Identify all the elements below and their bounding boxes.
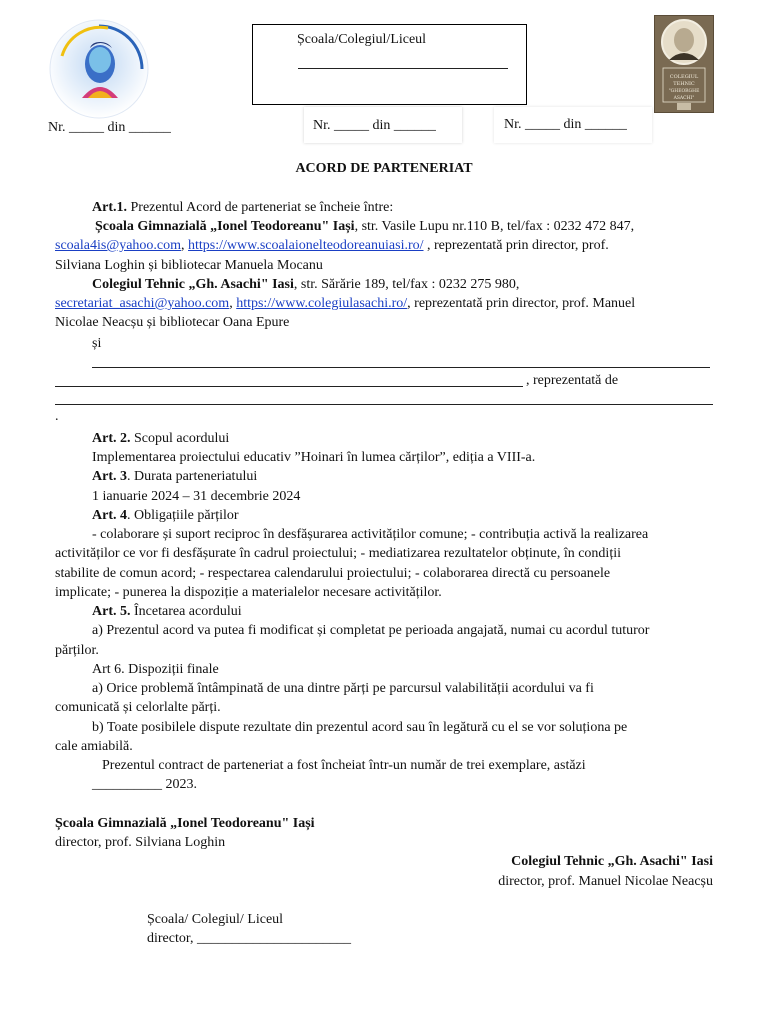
party2-sep: ,	[229, 296, 233, 311]
art4-heading	[92, 506, 239, 525]
nr-center: Nr. _____ din ______	[313, 118, 436, 133]
art1-intro: Prezentul Acord de parteneriat se încheie între:	[127, 200, 394, 215]
party1-address: , str. Vasile Lupu nr.110 B, tel/fax : 0232 472 847,	[354, 219, 635, 234]
blank-line-1	[92, 367, 710, 368]
art6-b2: cale amiabilă.	[55, 739, 133, 754]
art6-b1: b) Toate posibilele dispute rezultate din prezentul acord sau în legătură cu el se vor soluționa pe	[92, 720, 628, 735]
document-title: ACORD DE PARTENERIAT	[295, 161, 473, 176]
left-logo-caption	[48, 18, 150, 120]
party1-name: Școala Gimnazială „Ionel Teodoreanu" Iași	[95, 219, 355, 234]
signature3-role: director, ______________________	[147, 931, 351, 946]
partner-box-line	[298, 68, 508, 69]
art2-title: Scopul acordului	[130, 431, 230, 446]
rep-suffix: , reprezentată de	[526, 373, 619, 388]
art4-label: Art. 4	[92, 508, 127, 523]
party1-rep1: , reprezentată prin director, prof.	[423, 238, 609, 253]
art5-label: Art. 5.	[92, 604, 131, 619]
blank-line-3	[55, 404, 713, 405]
art5-title: Încetarea acordului	[130, 604, 242, 619]
party1-line1	[95, 217, 634, 236]
party2-email-link[interactable]: secretariat_asachi@yahoo.com	[55, 296, 230, 311]
art6-a2: comunicată și celorlalte părți.	[55, 700, 221, 715]
blank-dot: .	[55, 409, 59, 424]
art5-heading	[92, 602, 242, 621]
art3-text: 1 ianuarie 2024 – 31 decembrie 2024	[92, 489, 301, 504]
art4-line: implicate; - punerea la dispoziție a materialelor necesare activităților.	[55, 585, 442, 600]
art4-line: activităților ce vor fi desfășurate în cadrul proiectului; - mediatizarea rezultatelor obținute, în condiții	[55, 546, 621, 561]
asachi-crest-icon	[655, 16, 713, 112]
signature1-name: Școala Gimnazială „Ionel Teodoreanu" Iași	[55, 816, 315, 831]
nr-right: Nr. _____ din ______	[504, 117, 627, 132]
party1-line2	[55, 236, 609, 255]
nr-left: Nr. _____ din ______	[48, 120, 171, 135]
and-word: și	[92, 336, 102, 351]
art2-label: Art. 2.	[92, 431, 131, 446]
closing-line2: __________ 2023.	[92, 777, 197, 792]
art3-label: Art. 3	[92, 469, 127, 484]
art6-heading: Art 6. Dispoziții finale	[92, 662, 219, 677]
party2-address: , str. Sărărie 189, tel/fax : 0232 275 980,	[293, 277, 520, 292]
signature1-role: director, prof. Silviana Loghin	[55, 835, 226, 850]
partner-box-label: Școala/Colegiul/Liceul	[297, 32, 427, 47]
blank-line-2	[55, 386, 523, 387]
left-logo-text	[48, 18, 49, 19]
art6-a1: a) Orice problemă întâmpinată de una dintre părți pe parcursul valabilității acordului va fi	[92, 681, 594, 696]
svg-text:TEHNIC: TEHNIC	[673, 81, 695, 87]
art2-heading	[92, 429, 229, 448]
party2-rep2: Nicolae Neacșu și bibliotecar Oana Epure	[55, 315, 290, 330]
art5-line1: a) Prezentul acord va putea fi modificat și completat pe perioada angajată, numai cu acordul tuturor	[92, 623, 650, 638]
art1-label: Art.1.	[92, 200, 127, 215]
signature3-name: Școala/ Colegiul/ Liceul	[147, 912, 284, 927]
art1-heading	[92, 198, 393, 217]
art3-title: . Durata parteneriatului	[127, 469, 258, 484]
svg-text:COLEGIUL: COLEGIUL	[669, 74, 699, 80]
svg-text:"GHEORGHE: "GHEORGHE	[668, 89, 700, 94]
right-logo-city	[655, 16, 656, 17]
art4-line: stabilite de comun acord; - respectarea calendarului proiectului; - colaborarea directă cu persoanele	[55, 566, 611, 581]
party1-web-link[interactable]: https://www.scoalaionelteodoreanuiasi.ro/	[188, 238, 424, 253]
party1-rep2: Silviana Loghin și bibliotecar Manuela Mocanu	[55, 258, 323, 273]
partner-school-box	[252, 24, 527, 105]
art5-line2: părților.	[55, 643, 99, 658]
art4-line: - colaborare și suport reciproc în desfășurarea activităților comune; - contribuția activă la realizarea	[92, 527, 649, 542]
party2-rep1: , reprezentată prin director, prof. Manuel	[407, 296, 636, 311]
art3-heading	[92, 467, 257, 486]
signature2-name: Colegiul Tehnic „Gh. Asachi" Iasi	[511, 854, 713, 869]
svg-text:ASACHI": ASACHI"	[673, 96, 695, 101]
art2-text: Implementarea proiectului educativ ”Hoinari în lumea cărților”, ediția a VIII-a.	[92, 450, 536, 465]
party1-email-link[interactable]: scoala4is@yahoo.com	[55, 238, 182, 253]
signature2-role: director, prof. Manuel Nicolae Neacșu	[498, 874, 713, 889]
party2-line1	[92, 275, 519, 294]
school-logo-right	[654, 15, 714, 113]
closing-line1: Prezentul contract de parteneriat a fost încheiat într-un număr de trei exemplare, astăzi	[102, 758, 586, 773]
party2-name: Colegiul Tehnic „Gh. Asachi" Iasi	[92, 277, 294, 292]
art4-title: . Obligațiile părților	[127, 508, 239, 523]
party1-sep: ,	[181, 238, 185, 253]
party2-web-link[interactable]: https://www.colegiulasachi.ro/	[236, 296, 408, 311]
party2-line2	[55, 294, 635, 313]
